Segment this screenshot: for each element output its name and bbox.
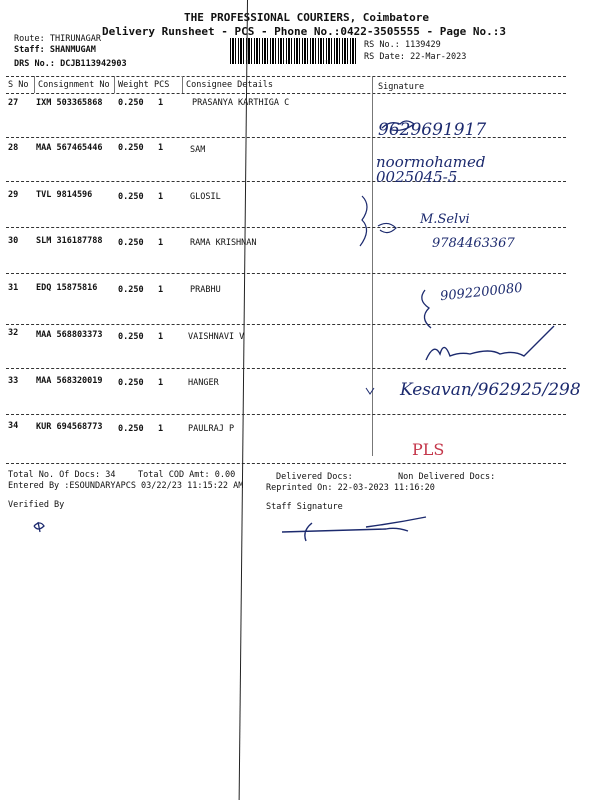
row-consignee: RAMA KRISHNAN	[190, 238, 257, 248]
row-weight: 0.250	[118, 378, 144, 388]
row-weight: 0.250	[118, 424, 144, 434]
row-sno: 30	[8, 236, 19, 246]
staff-label: Staff:	[14, 45, 45, 55]
entered-by: Entered By :ESOUNDARYAPCS 03/22/23 11:15:22 AM	[8, 481, 244, 491]
col-header-sno: S No	[8, 80, 29, 90]
row-consignment: EDQ 15875816	[36, 283, 98, 293]
rs-date-value: 22-Mar-2023	[410, 52, 467, 62]
col-header-consignee: Consignee Details	[186, 80, 273, 90]
row-consignee: PRASANYA KARTHIGA C	[192, 98, 290, 108]
staff-value: SHANMUGAM	[49, 45, 96, 55]
row-consignment: MAA 568803373	[36, 330, 103, 340]
signature-row-27: 9629691917	[378, 120, 487, 140]
row-pcs: 1	[158, 238, 164, 248]
route-label: Route:	[14, 34, 45, 44]
scribble-row-27	[382, 121, 414, 130]
reprinted-on: Reprinted On: 22-03-2023 11:16:20	[266, 483, 435, 493]
non-delivered-docs: Non Delivered Docs:	[398, 472, 496, 482]
signature-row-29: M.Selvi	[420, 212, 470, 227]
signature-row-30: 9784463367	[432, 236, 515, 251]
tick-mark	[366, 388, 374, 394]
row-sno: 32	[8, 328, 19, 338]
scribble-row-32	[426, 326, 554, 360]
signature-row-28: noormohamed 0025045-5	[376, 153, 486, 186]
row-consignee: HANGER	[188, 378, 219, 388]
verified-by: Verified By	[8, 500, 65, 510]
row-consignee: GLOSIL	[190, 192, 221, 202]
row-consignee: PRABHU	[190, 285, 221, 295]
row-consignee: PAULRAJ P	[188, 424, 235, 434]
rs-no-value: 1139429	[404, 40, 441, 50]
row-sno: 28	[8, 143, 19, 153]
row-weight: 0.250	[118, 143, 144, 153]
verified-signature-mark	[34, 522, 44, 532]
row-weight: 0.250	[118, 332, 144, 342]
rs-date-label: RS Date:	[364, 52, 405, 62]
col-header-signature: Signature	[378, 82, 425, 92]
signature-row-31: 9092200080	[439, 280, 524, 305]
signature-row-33: Kesavan/962925/298	[400, 380, 581, 400]
row-pcs: 1	[158, 143, 164, 153]
row-sno: 27	[8, 98, 19, 108]
row-pcs: 1	[158, 424, 164, 434]
brace-mark	[360, 196, 367, 246]
delivered-docs: Delivered Docs:	[276, 472, 353, 482]
row-consignment: KUR 694568773	[36, 422, 103, 432]
row-weight: 0.250	[118, 285, 144, 295]
row-sno: 33	[8, 376, 19, 386]
scribble-row-29	[378, 223, 396, 232]
row-pcs: 1	[158, 285, 164, 295]
row-consignment: MAA 567465446	[36, 143, 103, 153]
route-value: THIRUNAGAR	[49, 34, 102, 44]
drs-label: DRS No.:	[14, 59, 55, 69]
row-consignment: IXM 503365868	[36, 98, 103, 108]
row-sno: 34	[8, 421, 19, 431]
runsheet-subtitle: Delivery Runsheet - PCS - Phone No.:0422-3505555 - Page No.:3	[102, 25, 506, 38]
row-consignee: SAM	[190, 145, 206, 155]
staff-signature-mark	[282, 517, 426, 541]
col-header-pcs: PCS	[154, 80, 170, 90]
drs-value: DCJB113942903	[60, 59, 127, 69]
total-docs: Total No. Of Docs: 34	[8, 470, 116, 480]
signature-row-34: PLS	[412, 440, 445, 459]
rs-no-label: RS No.:	[364, 40, 400, 50]
row-weight: 0.250	[118, 192, 144, 202]
staff-signature-label: Staff Signature	[266, 502, 343, 512]
col-header-consignment: Consignment No	[38, 80, 110, 90]
row-pcs: 1	[158, 332, 164, 342]
row-weight: 0.250	[118, 98, 144, 108]
company-title: THE PROFESSIONAL COURIERS, Coimbatore	[184, 11, 430, 24]
row-consignee: VAISHNAVI V	[188, 332, 245, 342]
col-header-weight: Weight	[118, 80, 149, 90]
scribble-row-31	[422, 290, 431, 328]
row-pcs: 1	[158, 378, 164, 388]
row-consignment: MAA 568320019	[36, 376, 103, 386]
row-consignment: TVL 9814596	[36, 190, 93, 200]
row-weight: 0.250	[118, 238, 144, 248]
total-cod: Total COD Amt: 0.00	[138, 470, 236, 480]
row-sno: 29	[8, 190, 19, 200]
row-pcs: 1	[158, 192, 164, 202]
row-pcs: 1	[158, 98, 164, 108]
row-consignment: SLM 316187788	[36, 236, 103, 246]
row-sno: 31	[8, 283, 19, 293]
